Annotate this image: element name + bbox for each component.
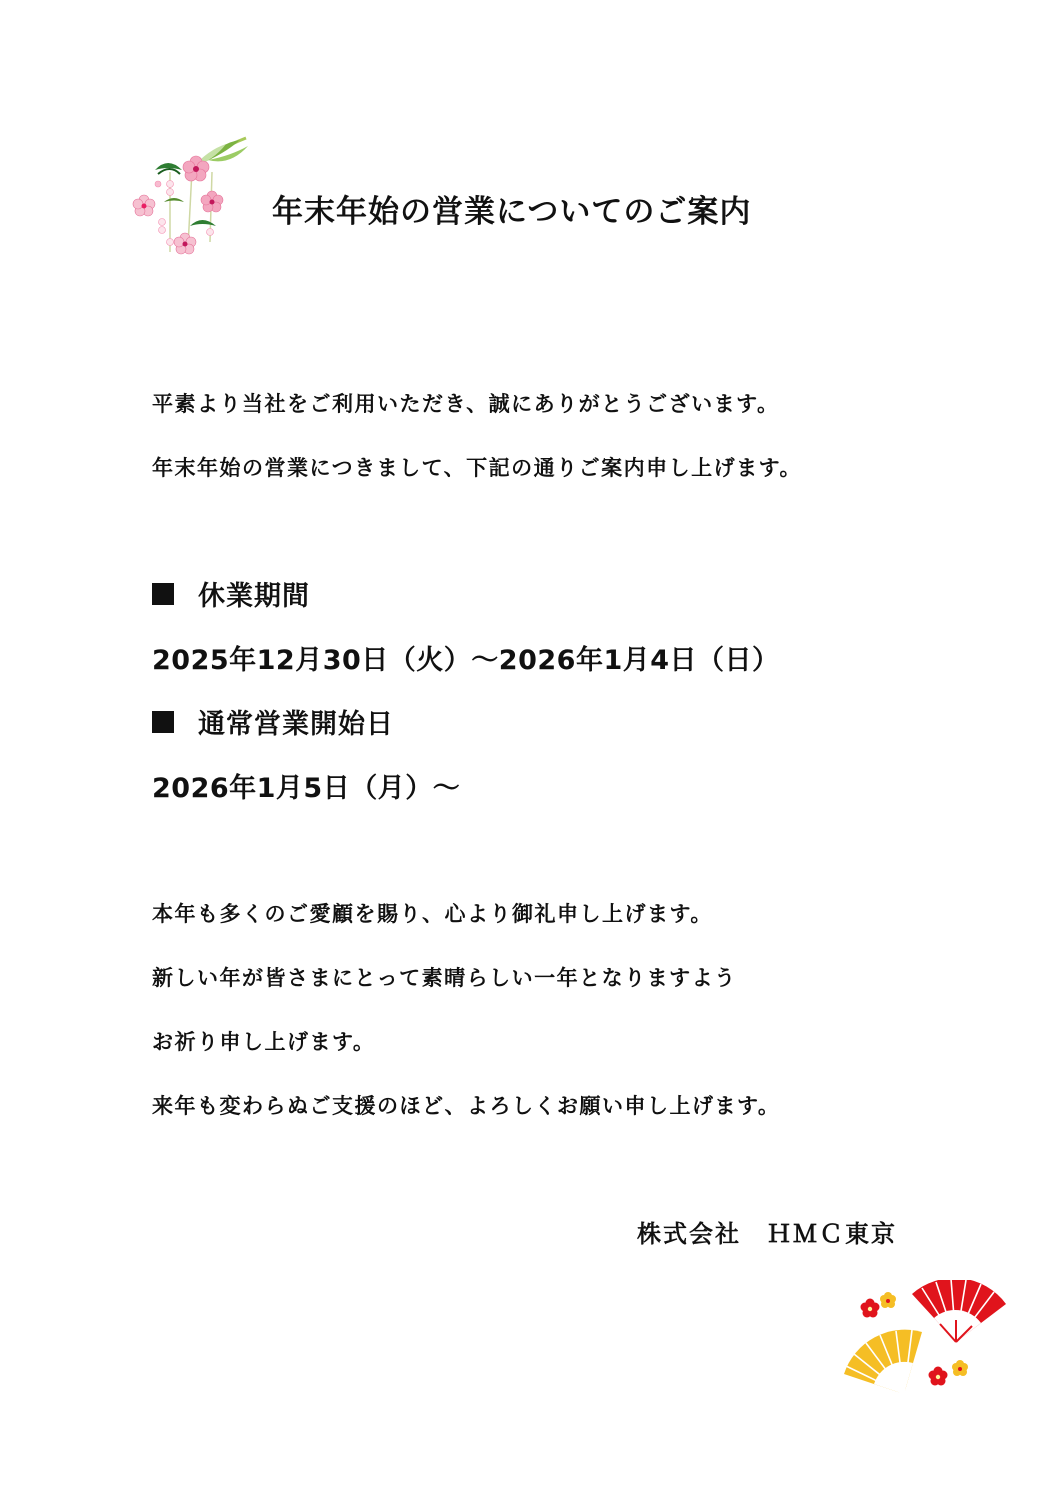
bullet-square-icon xyxy=(152,711,174,733)
company-signature: 株式会社 ＨＭＣ東京 xyxy=(637,1220,897,1248)
reopen-heading-label: 通常営業開始日 xyxy=(198,709,394,740)
closing-line-2: 新しい年が皆さまにとって素晴らしい一年となりますよう xyxy=(152,966,737,990)
closing-line-3: お祈り申し上げます。 xyxy=(152,1030,376,1054)
plum-blossom-bamboo-icon xyxy=(130,132,252,262)
reopen-heading xyxy=(152,702,394,741)
closure-dates: 2025年12月30日（火）～2026年1月4日（日） xyxy=(152,645,780,676)
closing-line-1: 本年も多くのご愛顧を賜り、心より御礼申し上げます。 xyxy=(152,902,713,926)
folding-fans-icon xyxy=(838,1280,1010,1400)
closure-heading xyxy=(152,574,310,613)
bullet-square-icon xyxy=(152,583,174,605)
intro-line-2: 年末年始の営業につきまして、下記の通りご案内申し上げます。 xyxy=(152,456,802,480)
closing-line-4: 来年も変わらぬご支援のほど、よろしくお願い申し上げます。 xyxy=(152,1094,781,1118)
intro-line-1: 平素より当社をご利用いただき、誠にありがとうございます。 xyxy=(152,392,780,416)
closure-heading-label: 休業期間 xyxy=(198,581,310,612)
page-title: 年末年始の営業についてのご案内 xyxy=(272,194,752,230)
reopen-dates: 2026年1月5日（月）～ xyxy=(152,773,461,804)
